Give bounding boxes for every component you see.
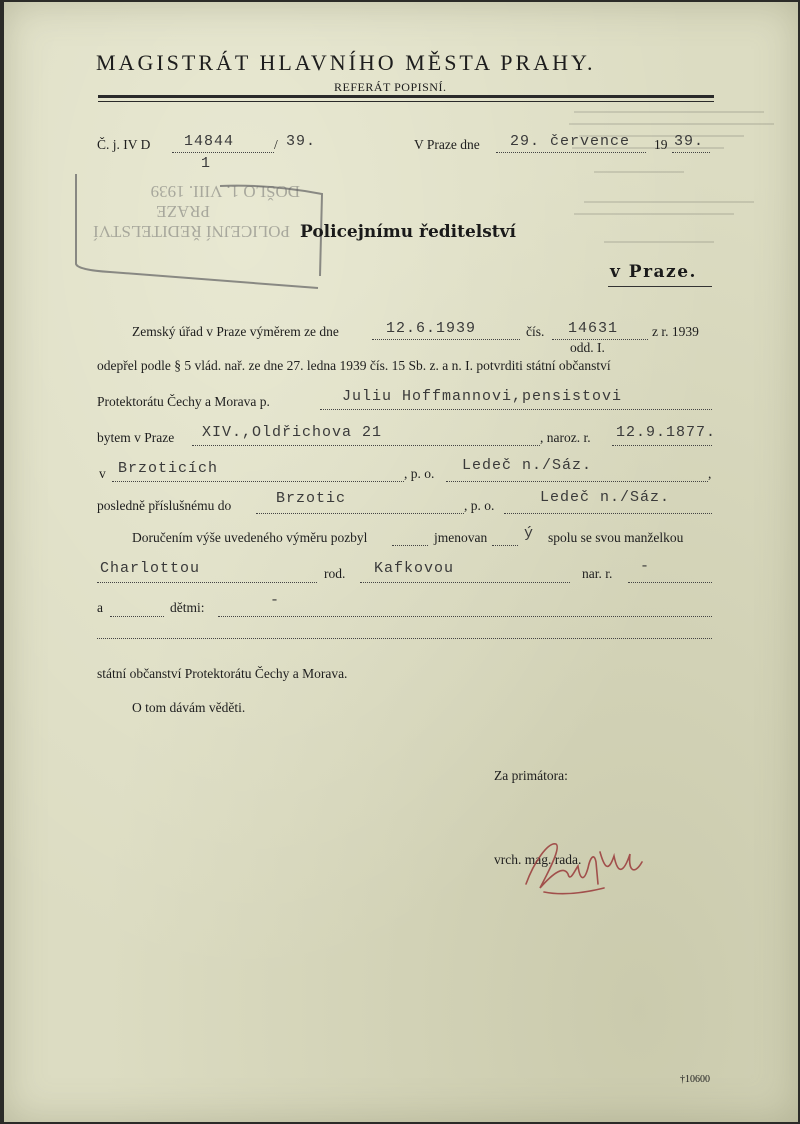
l4-text-b: , naroz. r. [540, 430, 591, 445]
addressee-line-1: Policejnímu ředitelství [300, 222, 516, 242]
l5-text-b: , p. o. [404, 466, 435, 481]
cj-label: Č. j. IV D [97, 137, 151, 152]
addressee-rule [608, 286, 712, 287]
cj-number: 14844 [184, 133, 235, 150]
show-through-text [564, 102, 794, 262]
l5-po: Ledeč n./Sáz. [462, 457, 593, 474]
document-page [4, 2, 798, 1122]
l5-text-c: , [708, 466, 712, 481]
signature-rank: vrch. mag. rada. [494, 852, 582, 867]
place-label: V Praze dne [414, 137, 480, 152]
l3-text-a: Protektorátu Čechy a Morava p. [97, 394, 270, 409]
l7-text-c: spolu se svou manželkou [548, 530, 684, 545]
l1-date: 12.6.1939 [386, 320, 477, 337]
l7-text-a: Doručením výše uvedeného výměru pozbyl [132, 530, 368, 545]
cj-year: 39. [286, 133, 317, 150]
handwritten-signature [504, 822, 654, 902]
l11-text: O tom dávám věděti. [132, 700, 246, 715]
l8-name: Charlottou [100, 560, 201, 577]
footer-code: †10600 [680, 1074, 710, 1085]
signature-for: Za primátora: [494, 768, 568, 783]
addressee-line-2: v Praze. [610, 262, 697, 282]
date-day-month: 29. července [510, 133, 631, 150]
stamp-line-1: POLICEJNÍ ŘEDITELSTVÍ [93, 222, 290, 241]
stamp-line-3: DOŠLO 1. VIII. 1939 [150, 182, 300, 201]
l8-text-b: nar. r. [582, 566, 613, 581]
l1-text-b: čís. [526, 324, 545, 339]
l4-text-a: bytem v Praze [97, 430, 175, 445]
l1-text-a: Zemský úřad v Praze výměrem ze dne [132, 324, 339, 339]
header-rule-thick [98, 95, 714, 98]
l7-dots-suffix [492, 531, 518, 546]
l6-po: Ledeč n./Sáz. [540, 489, 671, 506]
l7-suffix: ý [524, 525, 535, 542]
l4-born: 12.9.1877. [616, 424, 717, 441]
cj-sub: 1 [201, 155, 212, 172]
l8-rod: Kafkovou [374, 560, 455, 577]
l9-dots-a [110, 602, 164, 617]
l1-text-c: z r. 1939 [652, 324, 699, 339]
l1-odd: odd. I. [570, 340, 605, 355]
l2-text: odepřel podle § 5 vlád. nař. ze dne 27. ledna 1939 čís. 15 Sb. z. a n. I. potvrditi státní občanství [97, 358, 611, 373]
l1-num: 14631 [568, 320, 619, 337]
l7-text-b: jmenovan [434, 530, 488, 545]
l8-text-a: rod. [324, 566, 346, 581]
blank-rule [97, 638, 712, 639]
l9-text-b: dětmi: [170, 600, 205, 615]
l10-text: státní občanství Protektorátu Čechy a Morava. [97, 666, 348, 681]
l4-addr: XIV.,Oldřichova 21 [202, 424, 383, 441]
year-prefix: 19 [654, 137, 668, 152]
l9-text-a: a [97, 600, 103, 615]
l6-text-b: , p. o. [464, 498, 495, 513]
year-suffix: 39. [674, 133, 705, 150]
l6-text-a: posledně příslušnému do [97, 498, 232, 513]
l5-place: Brzoticích [118, 460, 219, 477]
stamp-line-2: PRAZE [156, 202, 210, 221]
l7-dots [392, 531, 428, 546]
l3-name: Juliu Hoffmannovi,pensistovi [342, 388, 623, 405]
l5-text-a: v [99, 466, 106, 481]
header-subtitle: REFERÁT POPISNÍ. [334, 80, 447, 94]
header-title: MAGISTRÁT HLAVNÍHO MĚSTA PRAHY. [96, 50, 596, 75]
received-stamp [70, 166, 330, 292]
l6-place: Brzotic [276, 490, 347, 507]
l9-dots-b [218, 602, 712, 617]
l8-dash: - [640, 558, 651, 575]
l9-dash: - [270, 592, 281, 609]
header-rule-thin [98, 101, 714, 102]
cj-slash: / [274, 137, 278, 152]
